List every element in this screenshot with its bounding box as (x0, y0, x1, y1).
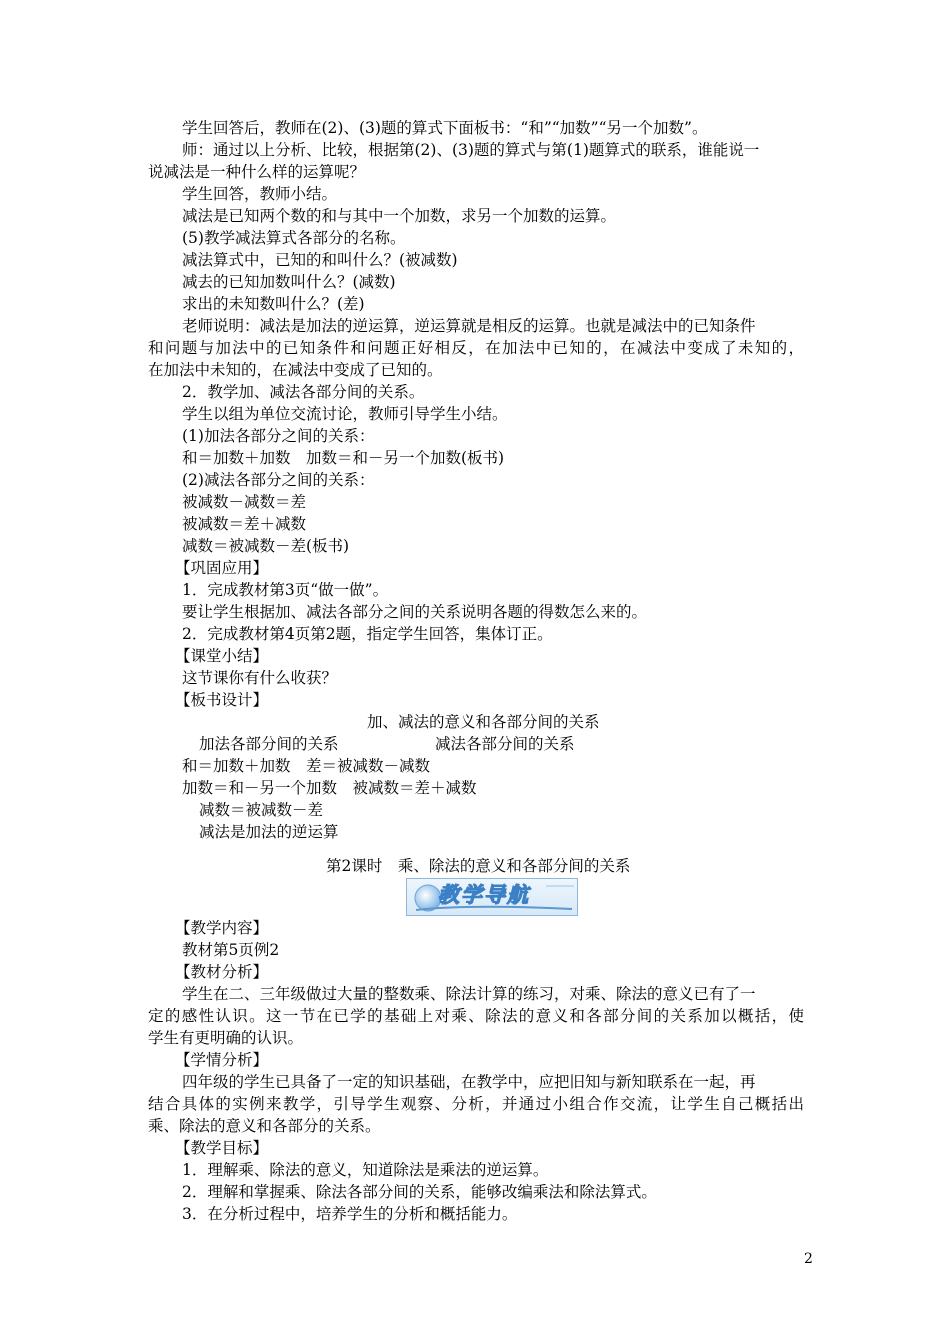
paragraph-line: 1．完成教材第3页“做一做”。 (182, 581, 389, 599)
paragraph-line: (5)教学减法算式各部分的名称。 (182, 229, 406, 247)
paragraph-line: 被减数－减数＝差 (182, 493, 307, 511)
paragraph-line: (2)减法各部分之间的关系： (182, 471, 375, 489)
paragraph-line: 结合具体的实例来教学，引导学生观察、分析，并通过小组合作交流，让学生自己概括出 (148, 1095, 804, 1113)
board-title: 加、减法的意义和各部分间的关系 (367, 713, 600, 731)
paragraph-line: 减数＝被减数－差(板书) (182, 537, 350, 555)
paragraph-line: 学生以组为单位交流讨论，教师引导学生小结。 (182, 405, 508, 423)
board-row: 和＝加数＋加数 差＝被减数－减数 (182, 757, 431, 775)
section-heading: 【板书设计】 (175, 691, 269, 709)
paragraph-line: 老师说明：减法是加法的逆运算，逆运算就是相反的运算。也就是减法中的已知条件 (182, 317, 756, 335)
paragraph-line: 减去的已知加数叫什么？(减数) (182, 273, 396, 291)
banner-text: 教学导航 (438, 883, 530, 907)
paragraph-line: 教材第5页例2 (182, 941, 280, 959)
paragraph-line: 在加法中未知的，在减法中变成了已知的。 (148, 361, 443, 379)
paragraph-line: 定的感性认识。这一节在已学的基础上对乘、除法的意义和各部分间的关系加以概括，使 (148, 1007, 804, 1025)
paragraph-line: 和＝加数＋加数 加数＝和－另一个加数(板书) (182, 449, 505, 467)
section-heading: 【课堂小结】 (175, 647, 269, 665)
board-left-heading: 加法各部分间的关系 (199, 735, 339, 753)
paragraph-line: 学生有更明确的认识。 (148, 1029, 304, 1047)
paragraph-line: 要让学生根据加、减法各部分之间的关系说明各题的得数怎么来的。 (182, 603, 648, 621)
paragraph-line: 2．理解和掌握乘、除法各部分间的关系，能够改编乘法和除法算式。 (182, 1183, 657, 1201)
paragraph-line: 四年级的学生已具备了一定的知识基础，在教学中，应把旧知与新知联系在一起，再 (182, 1073, 756, 1091)
board-row: 减法是加法的逆运算 (199, 823, 339, 841)
paragraph-line: 被减数＝差＋减数 (182, 515, 307, 533)
paragraph-line: 学生回答，教师小结。 (182, 185, 338, 203)
paragraph-line: 1．理解乘、除法的意义，知道除法是乘法的逆运算。 (182, 1161, 549, 1179)
paragraph-line: 学生在二、三年级做过大量的整数乘、除法计算的练习，对乘、除法的意义已有了一 (182, 985, 756, 1003)
section-heading: 【巩固应用】 (175, 559, 269, 577)
paragraph-line: 减法是已知两个数的和与其中一个加数，求另一个加数的运算。 (182, 207, 617, 225)
paragraph-line: 减法算式中，已知的和叫什么？(被减数) (182, 251, 458, 269)
board-row: 加数＝和－另一个加数 被减数＝差＋减数 (182, 779, 477, 797)
paragraph-line: 师：通过以上分析、比较，根据第(2)、(3)题的算式与第(1)题算式的联系，谁能说一 (182, 141, 760, 159)
section-heading: 【教材分析】 (175, 963, 269, 981)
paragraph-line: 说减法是一种什么样的运算呢？ (148, 163, 366, 181)
section-heading: 【教学内容】 (175, 919, 269, 937)
paragraph-line: 这节课你有什么收获？ (182, 669, 338, 687)
paragraph-line: 学生回答后，教师在(2)、(3)题的算式下面板书：“和”“加数”“另一个加数”。 (182, 119, 708, 137)
page-number: 2 (804, 1251, 813, 1267)
paragraph-line: 求出的未知数叫什么？(差) (182, 295, 365, 313)
paragraph-line: (1)加法各部分之间的关系： (182, 427, 375, 445)
paragraph-line: 乘、除法的意义和各部分的关系。 (148, 1117, 381, 1135)
section-heading: 【学情分析】 (175, 1051, 269, 1069)
paragraph-line: 3．在分析过程中，培养学生的分析和概括能力。 (182, 1205, 518, 1223)
paragraph-line: 2．完成教材第4页第2题，指定学生回答，集体订正。 (182, 625, 553, 643)
board-right-heading: 减法各部分间的关系 (435, 735, 575, 753)
lesson-title: 第2课时 乘、除法的意义和各部分间的关系 (326, 857, 631, 875)
section-heading: 【教学目标】 (175, 1139, 269, 1157)
teaching-guide-banner (406, 878, 578, 916)
paragraph-line: 2．教学加、减法各部分间的关系。 (182, 383, 425, 401)
paragraph-line: 和问题与加法中的已知条件和问题正好相反，在加法中已知的，在减法中变成了未知的， (148, 339, 804, 357)
board-row: 减数＝被减数－差 (199, 801, 324, 819)
